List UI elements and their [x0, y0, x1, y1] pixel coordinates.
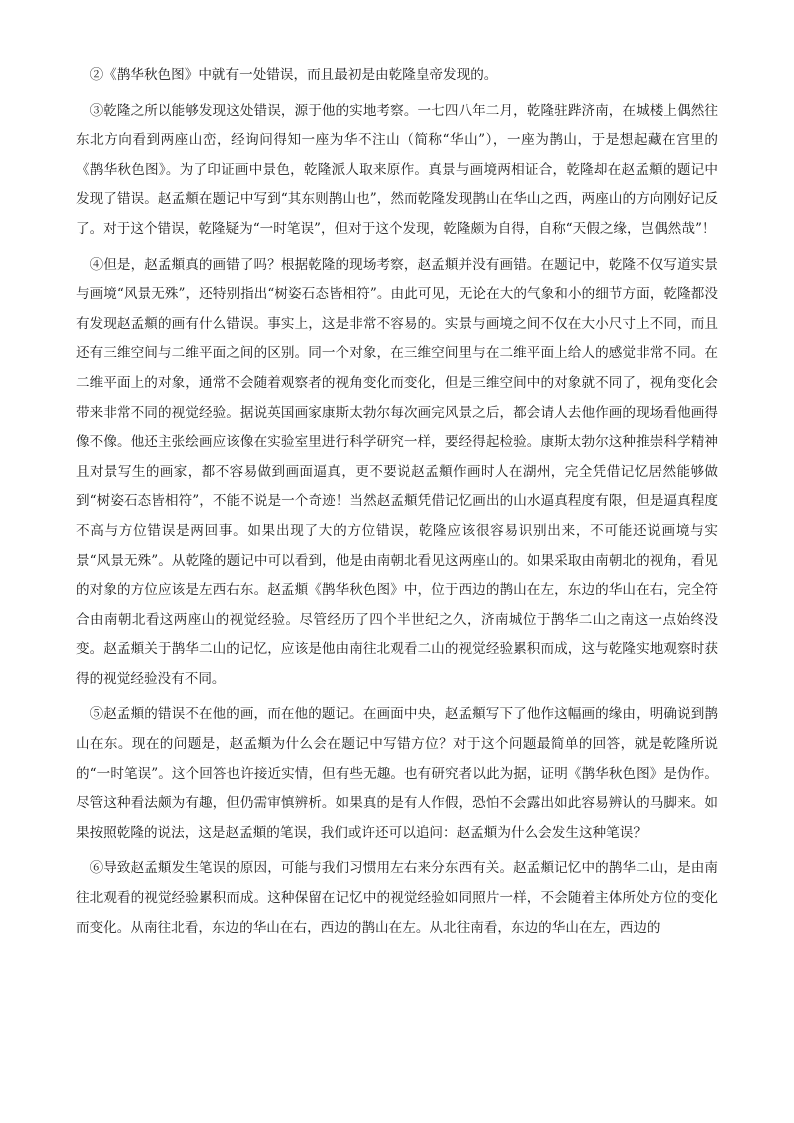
article-body	[76, 61, 718, 949]
paragraph-5: ⑤赵孟頫的错误不在他的画，而在他的题记。在画面中央，赵孟頫写下了他作这幅画的缘由，明确说到鹊山在东。现在的问题是，赵孟頫为什么会在题记中写错方位？对于这个问题最简单的回答，就是乾隆所说的“一时笔误”。这个回答也许接近实情，但有些无趣。也有研究者以此为据，证明《鹊华秋色图》是伪作。尽管这种看法颇为有趣，但仍需审慎辨析。如果真的是有人作假，恐怕不会露出如此容易辨认的马脚来。如果按照乾隆的说法，这是赵孟頫的笔误，我们或许还可以追问：赵孟頫为什么会发生这种笔误？	[76, 706, 718, 841]
paragraph-4: ④但是，赵孟頫真的画错了吗？根据乾隆的现场考察，赵孟頫并没有画错。在题记中，乾隆不仅写道实景与画境“风景无殊”，还特别指出“树姿石态皆相符”。由此可见，无论在大的气象和小的细节方面，乾隆都没有发现赵孟頫的画有什么错误。事实上，这是非常不容易的。实景与画境之间不仅在大小尺寸上不同，而且还有三维空间与二维平面之间的区别。同一个对象，在三维空间里与在二维平面上给人的感觉非常不同。在二维平面上的对象，通常不会随着观察者的视角变化而变化，但是三维空间中的对象就不同了，视角变化会带来非常不同的视觉经验。据说英国画家康斯太勃尔每次画完风景之后，都会请人去他作画的现场看他画得像不像。他还主张绘画应该像在实验室里进行科学研究一样，要经得起检验。康斯太勃尔这种推崇科学精神且对景写生的画家，都不容易做到画面逼真，更不要说赵孟頫作画时人在湖州，完全凭借记忆居然能够做到“树姿石态皆相符”，不能不说是一个奇迹！当然赵孟頫凭借记忆画出的山水逼真程度有限，但是逼真程度不高与方位错误是两回事。如果出现了大的方位错误，乾隆应该很容易识别出来，不可能还说画境与实景“风景无殊”。从乾隆的题记中可以看到，他是由南朝北看见这两座山的。如果采取由南朝北的视角，看见的对象的方位应该是左西右东。赵孟頫《鹊华秋色图》中，位于西边的鹊山在左，东边的华山在右，完全符合由南朝北看这两座山的视觉经验。尽管经历了四个半世纪之久，济南城位于鹊华二山之南这一点始终没变。赵孟頫关于鹊华二山的记忆，应该是他由南往北观看二山的视觉经验累积而成，这与乾隆实地观察时获得的视觉经验没有不同。	[76, 256, 718, 687]
paragraph-3: ③乾隆之所以能够发现这处错误，源于他的实地考察。一七四八年二月，乾隆驻跸济南，在城楼上偶然往东北方向看到两座山峦，经询问得知一座为华不注山（简称“华山”），一座为鹊山，于是想起藏在宫里的《鹊华秋色图》。为了印证画中景色，乾隆派人取来原作。真景与画境两相证合，乾隆却在赵孟頫的题记中发现了错误。赵孟頫在题记中写到“其东则鹊山也”，然而乾隆发现鹊山在华山之西，两座山的方向刚好记反了。对于这个错误，乾隆疑为“一时笔误”，但对于这个发现，乾隆颇为自得，自称“天假之缘，岂偶然哉”！	[76, 102, 718, 237]
paragraph-2: ②《鹊华秋色图》中就有一处错误，而且最初是由乾隆皇帝发现的。	[89, 67, 498, 83]
paragraph-6: ⑥导致赵孟頫发生笔误的原因，可能与我们习惯用左右来分东西有关。赵孟頫记忆中的鹊华二山，是由南往北观看的视觉经验累积而成。这种保留在记忆中的视觉经验如同照片一样，不会随着主体所处方位的变化而变化。从南往北看，东边的华山在右，西边的鹊山在左。从北往南看，东边的华山在左，西边的	[76, 860, 718, 936]
